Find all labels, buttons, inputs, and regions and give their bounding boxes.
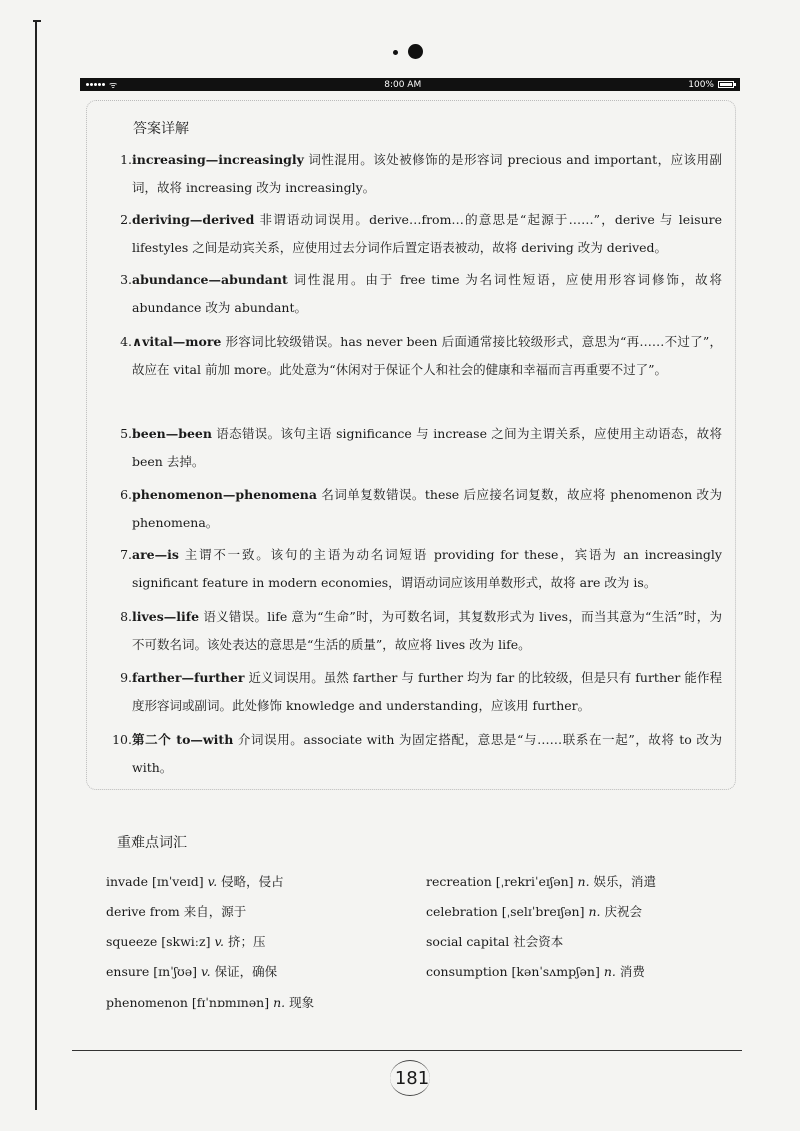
page-margin-line [35, 20, 37, 1110]
item-correction: ∧vital—more [132, 334, 222, 349]
item-correction: 第二个 to—with [132, 732, 234, 747]
item-explanation: 非谓语动词误用。derive…from…的意思是“起源于……”，derive 与 leisure lifestyles 之间是动宾关系，应使用过去分词作后置定语表被动，故将 deriving 改为 derived。 [132, 212, 722, 255]
vocab-word: recreation [426, 874, 492, 889]
item-explanation: 介词误用。associate with 为固定搭配，意思是“与……联系在一起”，故将 to 改为 with。 [132, 732, 722, 775]
item-number: 8. [120, 609, 132, 624]
vocab-phonetic: [ˌselɪˈbreɪʃən] [497, 904, 589, 919]
footer-rule [72, 1050, 742, 1051]
item-number: 10. [112, 732, 132, 747]
vocab-section-title: 重难点词汇 [117, 835, 187, 851]
vocab-phonetic: [ɪnˈveɪd] [147, 874, 208, 889]
vocab-entry [426, 932, 563, 950]
item-explanation: 词性混用。该处被修饰的是形容词 precious and important，应该用副词，故将 increasing 改为 increasingly。 [132, 152, 722, 195]
page-number: 181 [388, 1060, 436, 1098]
status-time: 8:00 AM [384, 79, 422, 90]
status-bar [80, 78, 740, 91]
vocab-entry [106, 993, 314, 1011]
vocab-entry [106, 872, 284, 890]
answer-item [110, 328, 722, 384]
item-number: 4. [120, 334, 132, 349]
item-explanation: 语义错误。life 意为“生命”时，为可数名词，其复数形式为 lives，而当其意为“生活”时，为不可数名词。该处表达的意思是“生活的质量”，故应将 lives 改为 life。 [132, 609, 722, 652]
answer-section-title: 答案详解 [133, 121, 189, 137]
item-correction: are—is [132, 547, 179, 562]
answer-item [110, 146, 722, 202]
answer-item [110, 481, 722, 537]
vocab-pos: n. [273, 995, 286, 1010]
item-correction: phenomenon—phenomena [132, 487, 317, 502]
vocab-word: celebration [426, 904, 498, 919]
vocab-meaning: 庆祝会 [600, 904, 642, 919]
item-number: 9. [120, 670, 132, 685]
item-number: 5. [120, 426, 132, 441]
item-correction: abundance—abundant [132, 272, 288, 287]
vocab-entry [106, 932, 265, 950]
vocab-phonetic: [ɪnˈʃʊə] [149, 964, 202, 979]
item-explanation: 近义词误用。虽然 farther 与 further 均为 far 的比较级，但是只有 further 能作程度形容词或副词。此处修饰 knowledge and understanding，应该用 further。 [132, 670, 722, 713]
answer-item [110, 541, 722, 597]
vocab-entry [426, 902, 642, 920]
vocab-word: social capital [426, 934, 510, 949]
vocab-word: consumption [426, 964, 508, 979]
item-explanation: 名词单复数错误。these 后应接名词复数，故应将 phenomenon 改为 phenomena。 [132, 487, 722, 530]
item-correction: farther—further [132, 670, 245, 685]
wifi-icon: ᯤ [109, 81, 118, 91]
camera-lens-icon [408, 44, 423, 59]
vocab-phonetic: [ˌrekriˈeɪʃən] [491, 874, 578, 889]
vocab-pos: n. [577, 874, 590, 889]
vocab-phonetic: [skwiːz] [157, 934, 215, 949]
answer-item [110, 664, 722, 720]
item-correction: been—been [132, 426, 212, 441]
vocab-word: phenomenon [106, 995, 188, 1010]
answer-item [110, 420, 722, 476]
vocab-word: ensure [106, 964, 150, 979]
vocab-entry [426, 962, 645, 980]
vocab-meaning: 挤；压 [224, 934, 266, 949]
item-explanation: 语态错误。该句主语 significance 与 increase 之间为主谓关系，应使用主动语态，故将 been 去掉。 [132, 426, 722, 469]
signal-strength-icon [86, 83, 105, 86]
vocab-entry [106, 962, 277, 980]
item-number: 1. [120, 152, 132, 167]
vocab-word: squeeze [106, 934, 158, 949]
answer-item [110, 603, 722, 659]
battery-percent: 100% [688, 79, 714, 90]
vocab-word: invade [106, 874, 148, 889]
item-correction: increasing—increasingly [132, 152, 304, 167]
vocab-phonetic: [kənˈsʌmpʃən] [507, 964, 604, 979]
vocab-meaning: 现象 [285, 995, 315, 1010]
vocab-meaning: 娱乐，消遣 [589, 874, 657, 889]
vocab-pos: n. [603, 964, 616, 979]
vocab-pos: v. [214, 934, 224, 949]
vocab-entry [426, 872, 656, 890]
vocab-phonetic: [fɪˈnɒmɪnən] [187, 995, 274, 1010]
answer-item [110, 206, 722, 262]
item-number: 7. [120, 547, 132, 562]
item-number: 2. [120, 212, 132, 227]
item-explanation: 主谓不一致。该句的主语为动名词短语 providing for these，宾语为 an increasingly significant feature in modern economies，谓语动词应该用单数形式，故将 are 改为 is。 [132, 547, 722, 590]
vocab-pos: v. [207, 874, 218, 889]
item-explanation: 词性混用。由于 free time 为名词性短语，应使用形容词修饰，故将 abundance 改为 abundant。 [132, 272, 722, 315]
vocab-meaning: 社会资本 [509, 934, 564, 949]
item-number: 3. [120, 272, 132, 287]
item-correction: deriving—derived [132, 212, 255, 227]
page-margin-tick [33, 20, 41, 22]
vocab-word: derive from [106, 904, 180, 919]
vocab-meaning: 消费 [615, 964, 645, 979]
vocab-meaning: 来自，源于 [179, 904, 247, 919]
vocab-entry [106, 902, 246, 920]
battery-icon [718, 81, 734, 88]
vocab-pos: v. [201, 964, 211, 979]
answer-item [110, 726, 722, 782]
item-correction: lives—life [132, 609, 200, 624]
camera-sensor-icon [393, 50, 398, 55]
device-camera [393, 44, 427, 60]
vocab-meaning: 保证，确保 [210, 964, 278, 979]
answer-item [110, 266, 722, 322]
item-explanation: 形容词比较级错误。has never been 后面通常接比较级形式，意思为“再……不过了”，故应在 vital 前加 more。此处意为“休闲对于保证个人和社会的健康和幸福而言再重要不过了”。 [132, 334, 722, 377]
vocab-meaning: 侵略，侵占 [217, 874, 284, 889]
item-number: 6. [120, 487, 132, 502]
vocab-pos: n. [588, 904, 601, 919]
